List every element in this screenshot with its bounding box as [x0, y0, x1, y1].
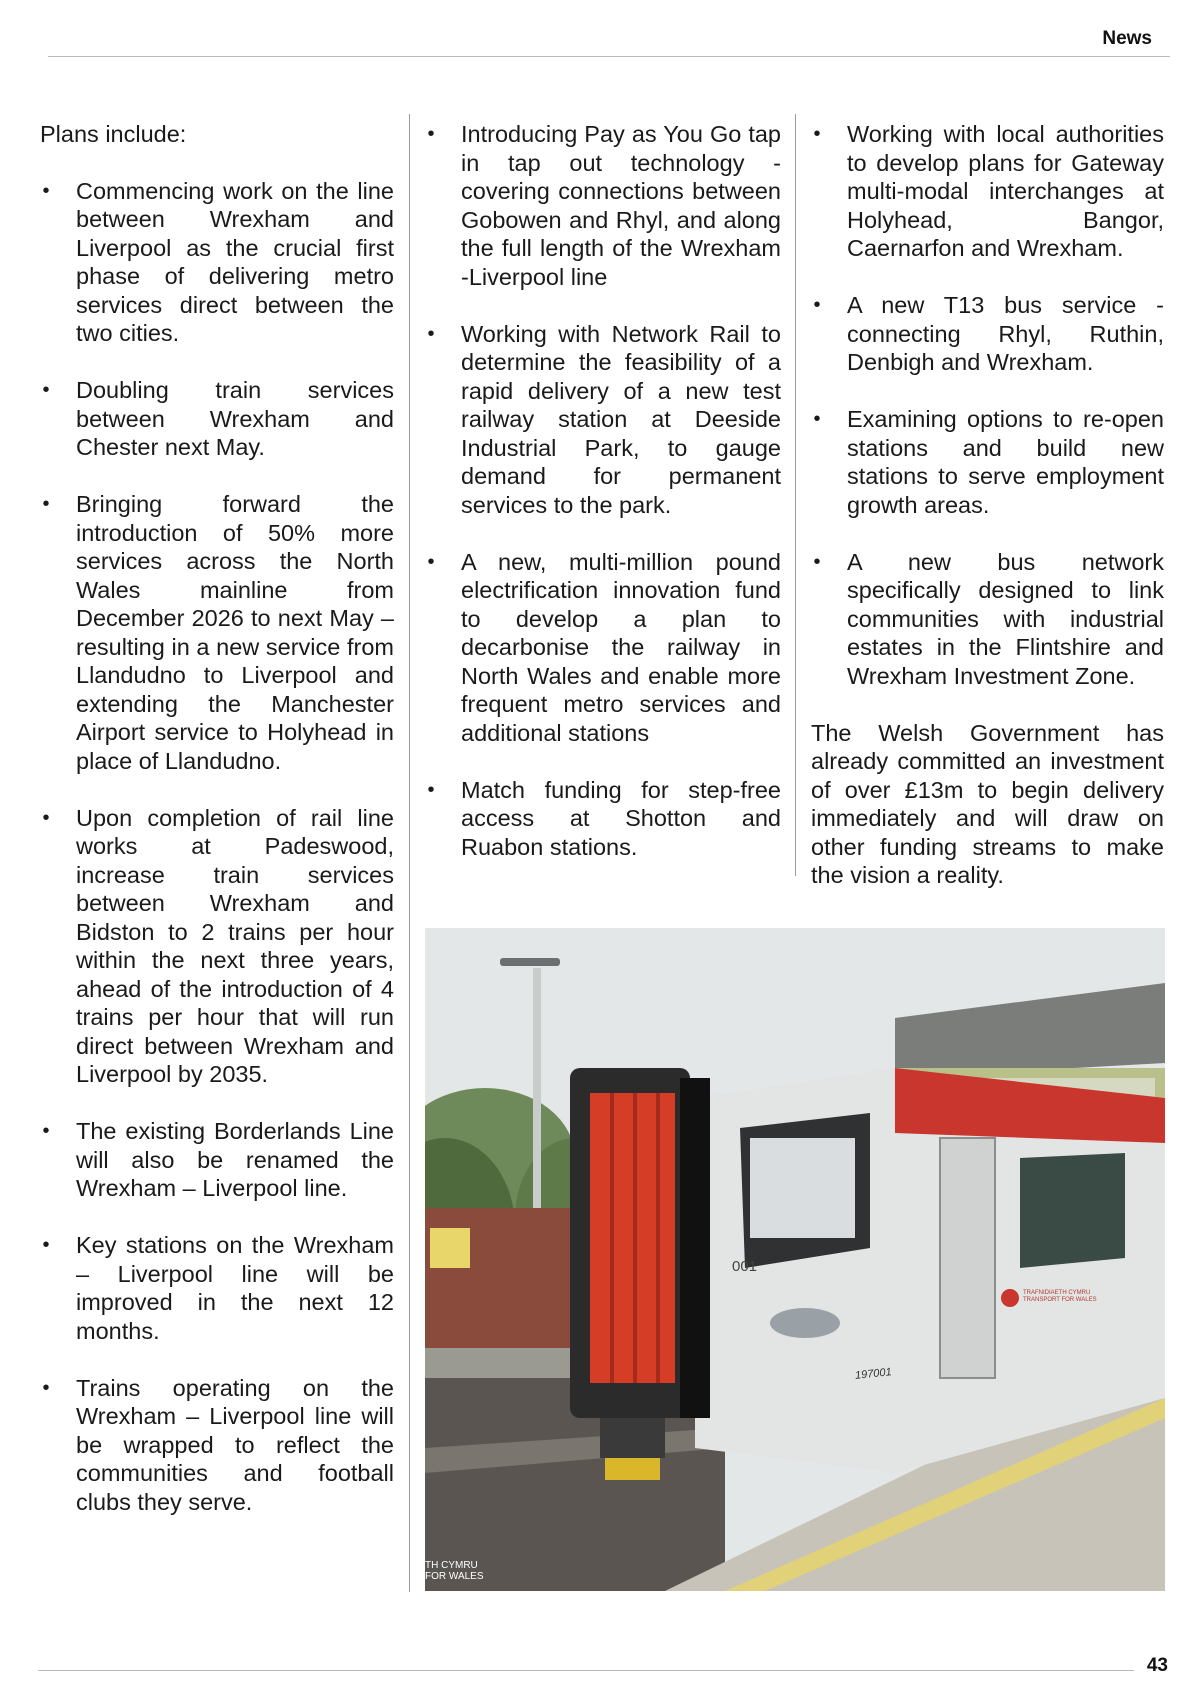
train-photo [425, 928, 1165, 1591]
bullet-list-3 [811, 120, 1164, 690]
list-item-text: Upon completion of rail line works at Padeswood, increase train services between Wrexham and Bidston to 2 trains per hour within the next three years, ahead of the introduction of 4 trains per hour that will run direct between Wrexham and Liverpool by 2035. [76, 804, 394, 1087]
operator-logo-line-1: TRAFNIDIAETH CYMRU [1023, 1290, 1091, 1296]
watermark-line-2: FOR WALES [425, 1571, 484, 1582]
list-item [425, 320, 781, 520]
list-item-text: A new T13 bus service - connecting Rhyl, Ruthin, Denbigh and Wrexham. [847, 292, 1164, 375]
list-item [40, 376, 394, 462]
list-item-text: Working with local authorities to develop plans for Gateway multi-modal interchanges at Holyhead, Bangor, Caernarfon and Wrexham. [847, 121, 1164, 261]
list-item-text: Commencing work on the line between Wrexham and Liverpool as the crucial first phase of delivering metro services direct between the two cities. [76, 177, 394, 346]
list-item [425, 120, 781, 291]
bullet-list-1 [40, 177, 394, 1517]
column-divider-1 [409, 114, 410, 1592]
column-3 [811, 120, 1164, 890]
bullet-dot: • [42, 493, 50, 515]
bullet-dot: • [427, 778, 435, 801]
watermark-line-1: TH CYMRU [425, 1560, 478, 1571]
list-item-text: Bringing forward the introduction of 50% more services across the North Wales mainline from December 2026 to next May – resulting in a new service from Llandudno to Liverpool and extending the Manchester Airport service to Holyhead in place of Llandudno. [76, 491, 394, 774]
list-item-text: A new bus network specifically designed to link communities with industrial estates in the Flintshire and Wrexham Investment Zone. [847, 548, 1164, 689]
bullet-dot: • [42, 1234, 50, 1256]
bullet-dot: • [42, 379, 50, 401]
list-item-text: Doubling train services between Wrexham and Chester next May. [76, 377, 394, 460]
operator-logo [1023, 1290, 1097, 1304]
bullet-dot: • [427, 123, 435, 145]
bullet-dot: • [813, 294, 821, 316]
list-item [40, 1117, 394, 1203]
list-item [425, 776, 781, 862]
fleet-number-label: 197001 [854, 1366, 893, 1382]
unit-number-label: 001 [732, 1258, 758, 1275]
bullet-list-2 [425, 120, 781, 861]
bullet-dot: • [813, 123, 821, 145]
bullet-dot: • [427, 322, 435, 345]
list-item-text: The existing Borderlands Line will also be renamed the Wrexham – Liverpool line. [76, 1118, 394, 1201]
list-item [40, 490, 394, 775]
header-rule [48, 56, 1170, 57]
column-2 [425, 120, 781, 861]
bullet-dot: • [813, 550, 821, 573]
list-item [811, 120, 1164, 263]
bullet-dot: • [427, 550, 435, 573]
list-item [811, 548, 1164, 691]
section-label: News [1102, 28, 1152, 49]
bullet-dot: • [42, 179, 50, 202]
list-item [40, 1231, 394, 1345]
bullet-dot: • [813, 408, 821, 430]
operator-logo-line-2: TRANSPORT FOR WALES [1023, 1297, 1097, 1303]
column-divider-2 [795, 114, 796, 876]
list-item-text: Introducing Pay as You Go tap in tap out technology - covering connections between Gobowen and Rhyl, and along the full length of the Wrexham -Liverpool line [461, 121, 781, 290]
footer-rule [38, 1670, 1134, 1671]
page-number: 43 [1146, 1655, 1168, 1676]
list-item [425, 548, 781, 748]
photo-watermark [425, 1560, 484, 1582]
list-item-text: Match funding for step-free access at Shotton and Ruabon stations. [461, 776, 781, 860]
list-item-text: Examining options to re-open stations and build new stations to serve employment growth areas. [847, 406, 1164, 518]
list-item-text: Working with Network Rail to determine the feasibility of a rapid delivery of a new test railway station at Deeside Industrial Park, to gauge demand for permanent services to the park. [461, 320, 781, 518]
closing-paragraph: The Welsh Government has already committed an investment of over £13m to begin delivery immediately and will draw on other funding streams to make the vision a reality. [811, 719, 1164, 888]
list-item-text: Trains operating on the Wrexham – Liverpool line will be wrapped to reflect the communities and football clubs they serve. [76, 1374, 394, 1515]
bullet-dot: • [42, 1376, 50, 1399]
list-item [811, 291, 1164, 377]
column-1 [40, 120, 394, 1516]
list-item [40, 1374, 394, 1517]
bullet-dot: • [42, 1120, 50, 1142]
list-item-text: A new, multi-million pound electrification innovation fund to develop a plan to decarbonise the railway in North Wales and enable more frequent metro services and additional stations [461, 548, 781, 746]
list-item [40, 804, 394, 1089]
list-item-text: Key stations on the Wrexham – Liverpool line will be improved in the next 12 months. [76, 1232, 394, 1344]
intro-text: Plans include: [40, 121, 187, 147]
list-item [811, 405, 1164, 519]
bullet-dot: • [42, 806, 50, 829]
list-item [40, 177, 394, 348]
